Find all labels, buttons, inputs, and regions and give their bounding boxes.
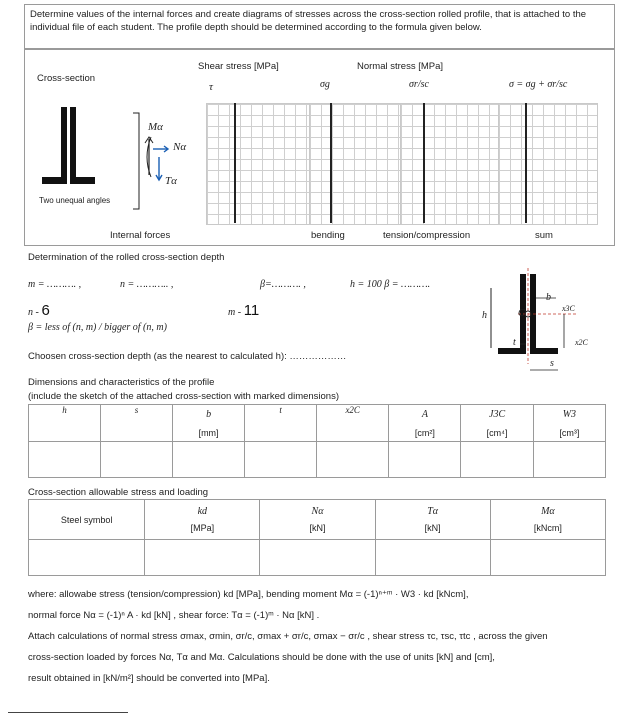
footer-rule [8,712,128,713]
tension-axis [423,103,425,223]
loading-cell-steel[interactable] [29,540,145,576]
shear-stress-grid [206,103,311,225]
dims-cell-w[interactable] [533,442,605,478]
two-angles-icon [39,107,99,189]
bending-label: bending [311,230,345,241]
dims-header-x2c: x2C [317,405,389,442]
n-alpha-label: Nα [173,141,187,153]
cross-section-label: Cross-section [37,73,96,84]
sigma-g-label: σg [320,79,330,90]
dims-value-row [29,442,606,478]
loading-m-unit: [kNcm] [533,523,562,533]
h-formula: h = 100 β = ………. [350,279,431,290]
dims-cell-a[interactable] [389,442,461,478]
m-hand-label: m - [228,307,242,318]
internal-forces-label: Internal forces [110,230,171,241]
loading-n-symbol: Nα [311,506,324,517]
profile-h: h [482,310,487,321]
dims-cell-b[interactable] [172,442,244,478]
profile-c: C [518,308,525,319]
dims-header-h: h [29,405,101,442]
sigma-rc-label: σr/sc [409,79,429,90]
dims-header-j-symbol: J3C [489,408,506,420]
depth-heading: Determination of the rolled cross-section depth [28,252,225,263]
internal-forces-sketch [129,109,199,214]
normal-title: Normal stress [MPa] [357,61,444,72]
loading-cell-t[interactable] [375,540,490,576]
loading-m-symbol: Mα [541,506,555,517]
dims-table [28,404,606,478]
footer-line-2: normal force Nα = (-1)ⁿ A · kd [kN] , shear force: Tα = (-1)ᵐ · Nα [kN] . [28,610,320,621]
profile-x3c: x3C [562,304,575,313]
sum-stress-grid [498,103,598,225]
stress-panel [24,48,615,246]
beta-note: β = less of (n, m) / bigger of (n, m) [28,322,167,333]
dims-header-b-symbol: b [206,408,212,420]
loading-header-t [375,500,490,540]
loading-header-kd [145,500,260,540]
dims-unit-j: [cm⁴] [486,427,508,438]
loading-cell-kd[interactable] [145,540,260,576]
shear-title: Shear stress [MPa] [198,61,279,72]
beta-formula: β=………. , [260,279,306,290]
profile-s: s [550,358,554,369]
dims-header-a [389,405,461,442]
loading-heading: Cross-section allowable stress and loading [28,487,209,498]
profile-sketch [478,268,594,386]
loading-cell-m[interactable] [490,540,605,576]
intro-box [24,4,615,50]
tau-label: τ [209,81,213,93]
tension-label: tension/compression [383,230,471,241]
two-unequal-label: Two unequal angles [39,196,111,205]
dims-header-a-symbol: A [421,408,428,420]
footer-text [28,584,618,689]
dims-header-b [172,405,244,442]
dims-header-w [533,405,605,442]
bending-axis [330,103,332,223]
t-alpha-label: Tα [165,175,177,187]
tension-stress-grid [400,103,500,225]
n-formula: n = ……….. , [120,279,174,290]
dims-cell-j[interactable] [461,442,533,478]
loading-t-symbol: Tα [427,506,439,517]
sigma-sum-label: σ = σg + σr/sc [509,79,568,90]
dims-subheading: (include the sketch of the attached cross-section with marked dimensions) [28,391,340,402]
dims-cell-x2c[interactable] [317,442,389,478]
profile-t: t [513,337,516,348]
dims-cell-s[interactable] [100,442,172,478]
intro-text: Determine values of the internal forces and create diagrams of stresses across the cross-section rolled profile, that is attached to the individual file of each student. The profile depth should be determined according to the formula given below. [30,9,587,33]
footer-line-5: result obtained in [kN/m²] should be converted into [MPa]. [28,673,270,684]
n-hand-value: 6 [41,302,50,319]
sum-label: sum [535,230,553,241]
dims-cell-t[interactable] [245,442,317,478]
footer-line-1: where: allowabe stress (tension/compression) kd [MPa], bending moment Mα = (-1)ⁿ⁺ᵐ · W3 · kd [kNcm], [28,589,469,600]
dims-heading: Dimensions and characteristics of the profile [28,377,215,388]
bending-stress-grid [309,103,402,225]
dims-cell-h[interactable] [29,442,101,478]
n-hand-label: n - [28,307,39,318]
m-formula: m = ………. , [28,279,82,290]
loading-header-n [260,500,375,540]
m-alpha-label: Mα [148,121,163,133]
dims-unit-a: [cm²] [414,427,435,438]
dims-header-j [461,405,533,442]
dims-header-t: t [245,405,317,442]
loading-kd-symbol: kd [197,506,208,517]
m-hand-value: 11 [243,302,260,319]
dims-header-s: s [100,405,172,442]
sum-axis [525,103,527,223]
shear-axis [234,103,236,223]
loading-table [28,499,606,576]
footer-line-3: Attach calculations of normal stress σmax, σmin, σr/c, σmax + σr/c, σmax − σr/c , shear stress τc, τsc, τtc , across the given [28,631,548,642]
steel-symbol-header: Steel symbol [29,500,145,540]
loading-header-m [490,500,605,540]
profile-b: b [546,292,551,303]
profile-x2c: x2C [575,338,588,347]
dims-units-mm: [mm] [198,427,219,438]
m-handwritten [228,302,259,319]
chosen-depth: Choosen cross-section depth (as the nearest to calculated h): ……………… [28,351,347,362]
loading-t-unit: [kN] [424,523,441,533]
loading-n-unit: [kN] [309,523,326,533]
n-handwritten [28,302,50,319]
loading-value-row [29,540,606,576]
loading-kd-unit: [MPa] [190,523,215,533]
dims-header-w-symbol: W3 [562,408,577,420]
footer-line-4: cross-section loaded by forces Nα, Tα and Mα. Calculations should be done with the use of units [kN] and [cm], [28,652,495,663]
loading-cell-n[interactable] [260,540,375,576]
dims-unit-w: [cm³] [559,427,580,438]
